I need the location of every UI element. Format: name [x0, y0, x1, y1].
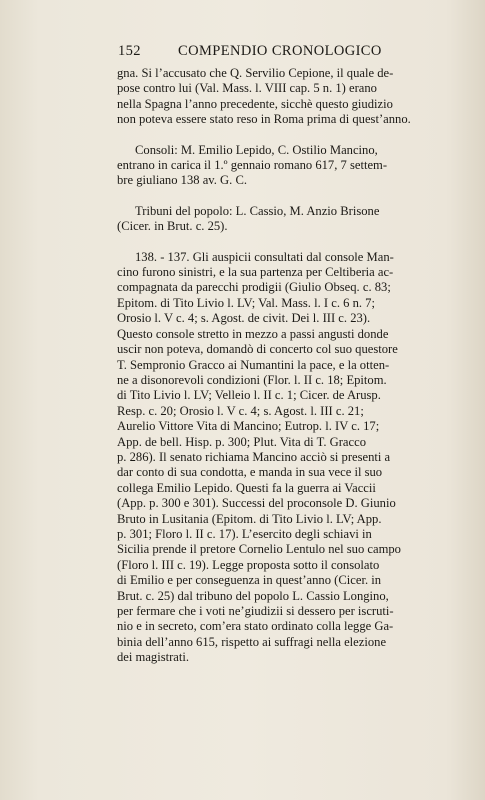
text-line: cino furono sinistri, e la sua partenza per Celtiberia ac- [117, 265, 394, 280]
text-line: p. 286). Il senato richiama Mancino acciò si presenti a [117, 449, 391, 464]
text-line: App. de bell. Hisp. p. 300; Plut. Vita di T. Gracco [117, 434, 366, 449]
text-line: collega Emilio Lepido. Questi fa la guerra ai Vaccii [117, 480, 376, 495]
text-line: (App. p. 300 e 301). Successi del proconsole D. Giunio [117, 496, 396, 511]
page-body [117, 66, 433, 666]
text-line: di Emilio e per conseguenza in quest’anno (Cicer. in [117, 573, 382, 588]
running-title: COMPENDIO CRONOLOGICO [178, 43, 382, 59]
page-number: 152 [118, 43, 141, 59]
text-line: uscir non poteva, domandò di concerto col suo questore [117, 342, 398, 357]
paragraph-continuation [117, 66, 433, 128]
text-line: Sicilia prende il pretore Cornelio Lentulo nel suo campo [117, 542, 401, 557]
text-line: dei magistrati. [117, 650, 190, 665]
text-line: di Tito Livio l. LV; Velleio l. II c. 1; Cicer. de Arusp. [117, 388, 381, 403]
text-line: (Floro l. III c. 19). Legge proposta sotto il consolato [117, 557, 380, 572]
text-line: nio e in secreto, com’era stato ordinato colla legge Ga- [117, 619, 394, 634]
text-line: Resp. c. 20; Orosio l. V c. 4; s. Agost. l. III c. 21; [117, 403, 364, 418]
text-line: compagnata da parecchi prodigii (Giulio Obseq. c. 83; [117, 280, 391, 295]
text-line: Orosio l. V c. 4; s. Agost. de civit. Dei l. III c. 23). [117, 311, 371, 326]
text-line: Epitom. di Tito Livio l. LV; Val. Mass. l. I c. 6 n. 7; [117, 295, 375, 310]
text-line: gna. Si l’accusato che Q. Servilio Cepione, il quale de- [117, 66, 394, 80]
text-line: Bruto in Lusitania (Epitom. di Tito Livio l. LV; App. [117, 511, 382, 526]
text-line: nella Spagna l’anno precedente, sicchè questo giudizio [117, 96, 393, 111]
text-line: pose contro lui (Val. Mass. l. VIII cap. 5 n. 1) erano [117, 81, 377, 96]
text-line: Tribuni del popolo: L. Cassio, M. Anzio Brisone [135, 203, 380, 218]
paragraph-consoli [117, 143, 433, 189]
text-line: bre giuliano 138 av. G. C. [117, 173, 247, 188]
text-line: binia dell’anno 615, rispetto ai suffragi nella elezione [117, 634, 387, 649]
text-line: non poteva essere stato reso in Roma prima di quest’anno. [117, 112, 411, 127]
text-line: per fermare che i voti ne’giudizii si dessero per iscruti- [117, 604, 394, 618]
text-line: (Cicer. in Brut. c. 25). [117, 219, 228, 234]
text-line: entrano in carica il 1.º gennaio romano 617, 7 settem- [117, 158, 388, 173]
paragraph-tribuni [117, 204, 433, 235]
text-line: ne a disonorevoli condizioni (Flor. l. II c. 18; Epitom. [117, 372, 387, 387]
text-line: Consoli: M. Emilio Lepido, C. Ostilio Mancino, [135, 142, 378, 157]
text-line: 138. - 137. Gli auspicii consultati dal console Man- [135, 249, 394, 264]
paragraph-year-entry [117, 250, 433, 666]
text-line: Aurelio Vittore Vita di Mancino; Eutrop. l. IV c. 17; [117, 419, 380, 434]
text-line: T. Sempronio Gracco ai Numantini la pace, e la otten- [117, 357, 390, 372]
text-line: dar conto di sua condotta, e manda in sua vece il suo [117, 465, 383, 480]
page-header [118, 43, 428, 65]
text-line: p. 301; Floro l. II c. 17). L’esercito degli schiavi in [117, 526, 372, 541]
text-line: Questo console stretto in mezzo a passi angusti donde [117, 326, 389, 341]
text-line: Brut. c. 25) dal tribuno del popolo L. Cassio Longino, [117, 588, 389, 603]
